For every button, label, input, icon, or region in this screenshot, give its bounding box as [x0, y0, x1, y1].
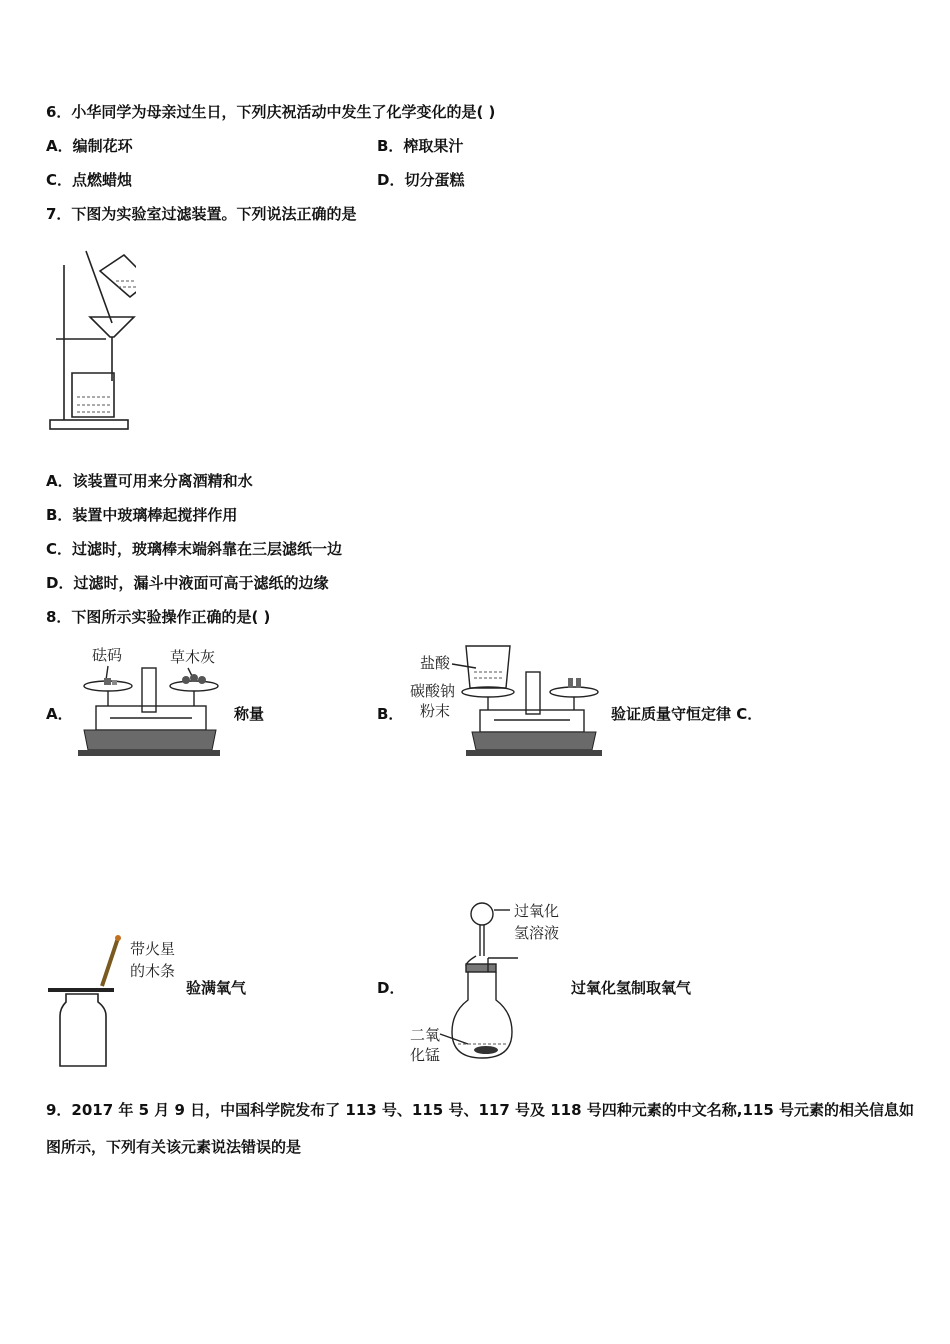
q7-option-a: A．该装置可用来分离酒精和水 — [46, 472, 253, 490]
label-glowing-splint: 带火星 — [130, 940, 176, 958]
q8-option-a-caption: 称量 — [234, 705, 265, 723]
q8-option-b-letter: B． — [377, 705, 404, 723]
label-manganese-dioxide-1: 二氧 — [410, 1026, 441, 1044]
label-weights: 砝码 — [92, 646, 123, 664]
hydrogen-peroxide-apparatus-figure — [408, 896, 576, 1074]
q7-option-c: C．过滤时，玻璃棒末端斜靠在三层滤纸一边 — [46, 540, 343, 558]
q7-option-b: B．装置中玻璃棒起搅拌作用 — [46, 506, 238, 524]
label-manganese-dioxide-2: 化锰 — [410, 1046, 441, 1064]
q8-stem: 8．下图所示实验操作正确的是( ) — [46, 608, 271, 626]
label-hydrogen-peroxide-2: 氢溶液 — [514, 924, 560, 942]
label-powder: 粉末 — [420, 702, 451, 720]
label-hydrochloric-acid: 盐酸 — [420, 654, 451, 672]
q8-option-b-caption: 验证质量守恒定律 C． — [611, 705, 763, 723]
q6-option-b: B．榨取果汁 — [377, 137, 464, 155]
label-sodium-carbonate: 碳酸钠 — [410, 682, 456, 700]
q8-option-a-letter: A． — [46, 705, 73, 723]
q9-line-1: 9．2017 年 5 月 9 日，中国科学院发布了 113 号、115 号、117 号及 118 号四种元素的中文名称,115 号元素的相关信息如 — [46, 1101, 914, 1119]
q8-option-c-caption: 验满氧气 — [186, 979, 247, 997]
q6-stem: 6．小华同学为母亲过生日，下列庆祝活动中发生了化学变化的是( ) — [46, 103, 496, 121]
label-hydrogen-peroxide-1: 过氧化 — [514, 902, 560, 920]
q7-option-d: D．过滤时，漏斗中液面可高于滤纸的边缘 — [46, 574, 329, 592]
label-plant-ash: 草木灰 — [170, 648, 216, 666]
q7-stem: 7．下图为实验室过滤装置。下列说法正确的是 — [46, 205, 357, 223]
label-wood-strip: 的木条 — [130, 962, 176, 980]
q6-option-d: D．切分蛋糕 — [377, 171, 465, 189]
q6-option-a: A．编制花环 — [46, 137, 133, 155]
q9-line-2: 图所示，下列有关该元素说法错误的是 — [46, 1138, 302, 1156]
mass-conservation-figure — [410, 638, 606, 758]
q8-option-d-caption: 过氧化氢制取氧气 — [571, 979, 692, 997]
filtration-apparatus-figure — [44, 245, 136, 435]
balance-weighing-figure — [76, 640, 222, 758]
q6-option-c: C．点燃蜡烛 — [46, 171, 133, 189]
oxygen-full-test-figure — [46, 932, 186, 1072]
q8-option-d-letter: D． — [377, 979, 405, 997]
